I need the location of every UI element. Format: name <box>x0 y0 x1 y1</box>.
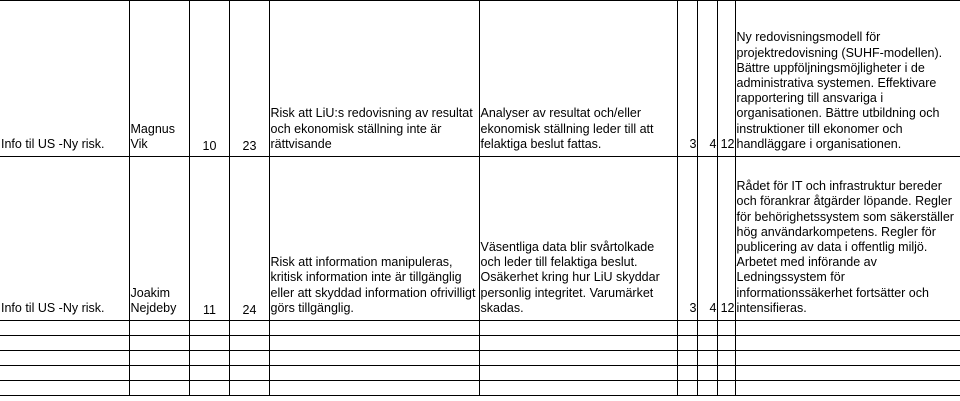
owner-cell: Magnus Vik <box>129 1 189 157</box>
risk-value-cell: 12 <box>717 157 735 321</box>
empty-row <box>0 381 960 396</box>
consequence-cell: Analyser av resultat och/eller ekonomisk ställning leder till att felaktiga beslut fattas. <box>479 1 677 157</box>
consequence-cell: Väsentliga data blir svårtolkade och leder till felaktiga beslut. Osäkerhet kring hur LiU skyddar personlig integritet. Varumärket skadas. <box>479 157 677 321</box>
empty-row <box>0 366 960 381</box>
owner-cell: Joakim Nejdeby <box>129 157 189 321</box>
action-cell: Rådet för IT och infrastruktur bereder och förankrar åtgärder löpande. Regler för behörighetssystem som säkerställer hög användarkompetens. Regler för publicering av data i offentlig miljö. Arbetet med införande av Ledningssystem för informationssäkerhet fortsätter och intensifieras. <box>735 157 960 321</box>
risk-description-cell: Risk att LiU:s redovisning av resultat och ekonomisk ställning inte är rättvisande <box>269 1 479 157</box>
impact-cell: 4 <box>697 157 717 321</box>
probability-cell: 3 <box>677 1 697 157</box>
impact-cell: 4 <box>697 1 717 157</box>
empty-row <box>0 351 960 366</box>
empty-row <box>0 336 960 351</box>
risk-id-cell: 10 <box>189 1 229 157</box>
table-row <box>0 1 960 157</box>
risk-score-cell: 24 <box>229 157 269 321</box>
risk-description-cell: Risk att information manipuleras, kritisk information inte är tillgänglig eller att skyddad information ofrivilligt görs tillgänglig. <box>269 157 479 321</box>
risk-id-cell: 11 <box>189 157 229 321</box>
table-row <box>0 157 960 321</box>
risk-score-cell: 23 <box>229 1 269 157</box>
probability-cell: 3 <box>677 157 697 321</box>
empty-row <box>0 321 960 336</box>
risk-value-cell: 12 <box>717 1 735 157</box>
source-cell: Info til US -Ny risk. <box>0 1 129 157</box>
source-cell: Info til US -Ny risk. <box>0 157 129 321</box>
action-cell: Ny redovisningsmodell för projektredovisning (SUHF-modellen). Bättre uppföljningsmöjligheter i de administrativa systemen. Effektivare rapportering till ansvariga i organisationen. Bättre utbildning och instruktioner till ekonomer och handläggare i organisationen. <box>735 1 960 157</box>
